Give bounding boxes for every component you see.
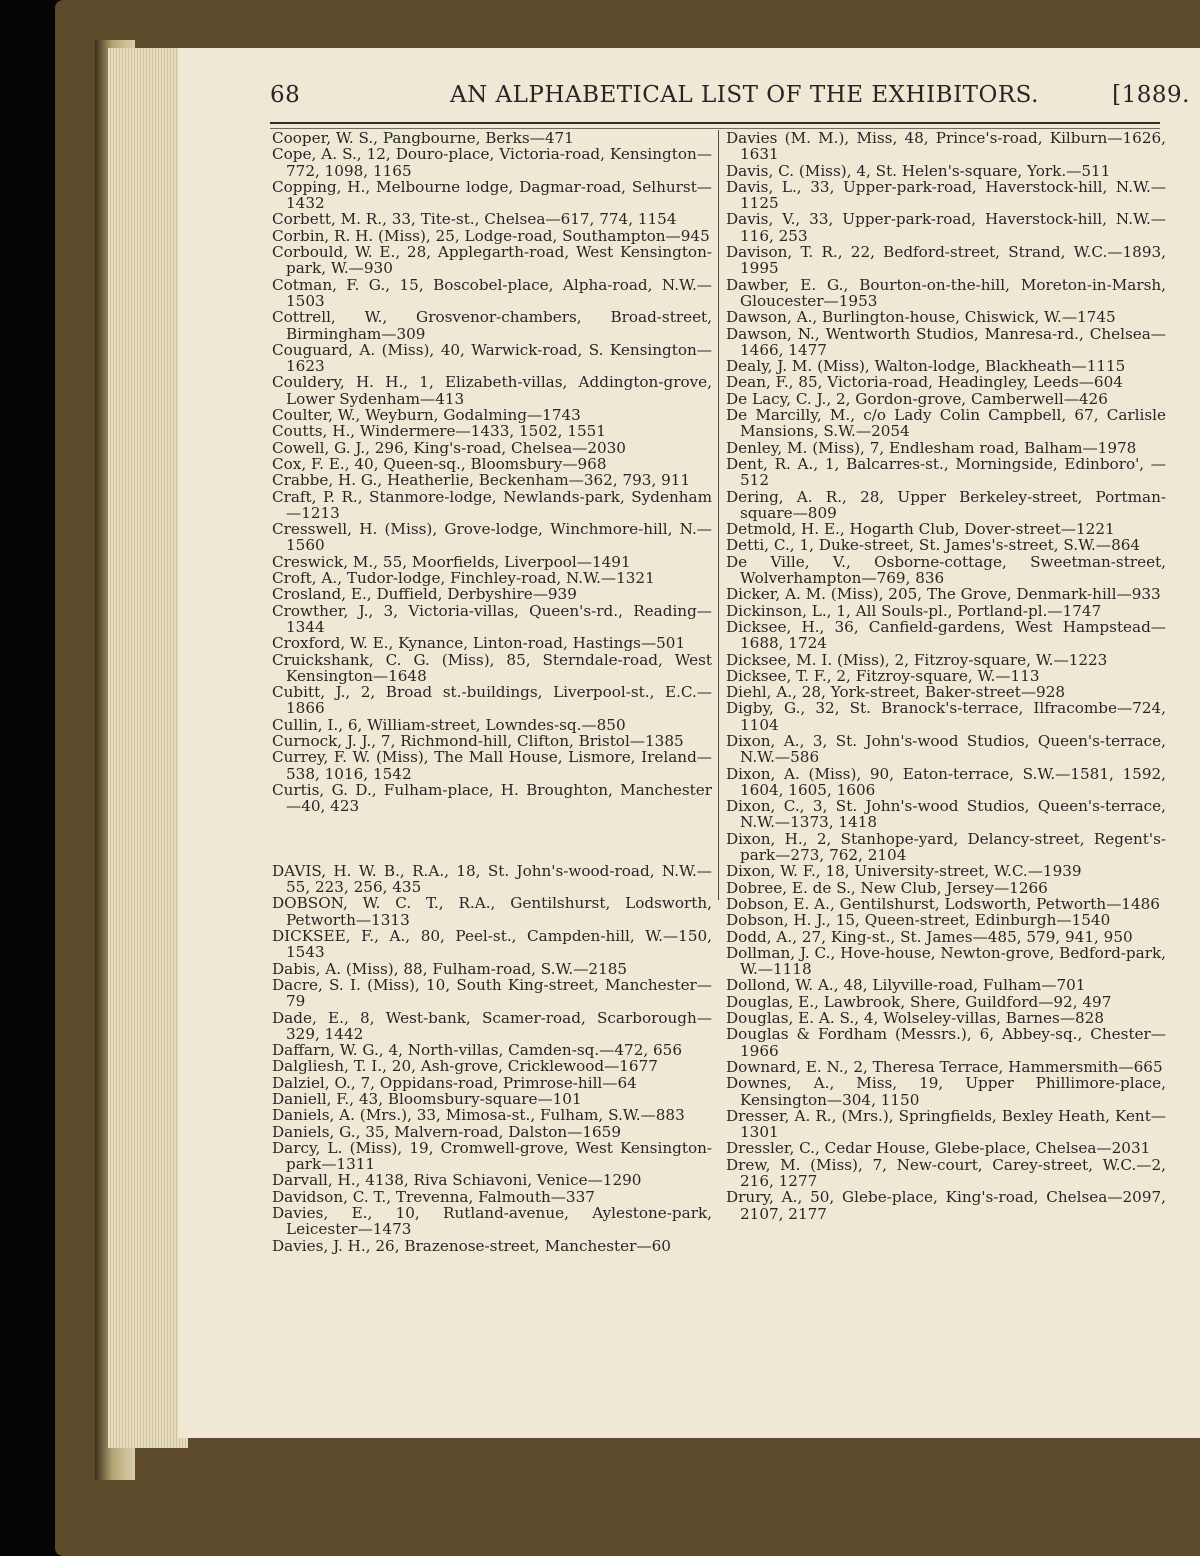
exhibitor-entry: Crowther, J., 3, Victoria-villas, Queen's-rd., Reading—1344 bbox=[272, 601, 712, 636]
right-column bbox=[726, 130, 1166, 1222]
exhibitor-entry: Crosland, E., Duffield, Derbyshire—939 bbox=[272, 585, 577, 604]
exhibitor-entry: DICKSEE, F., A., 80, Peel-st., Campden-hill, W.—150, 1543 bbox=[272, 927, 712, 962]
exhibitor-entry: Dollond, W. A., 48, Lilyville-road, Fulham—701 bbox=[726, 976, 1086, 995]
exhibitor-entry: Daniell, F., 43, Bloomsbury-square—101 bbox=[272, 1090, 582, 1108]
exhibitor-entry: Craft, P. R., Stanmore-lodge, Newlands-park, Sydenham—1213 bbox=[272, 487, 712, 522]
exhibitor-entry: Dickinson, L., 1, All Souls-pl., Portland-pl.—1747 bbox=[726, 601, 1102, 620]
exhibitor-entry: Crabbe, H. G., Heatherlie, Beckenham—362, 793, 911 bbox=[272, 471, 691, 490]
exhibitor-entry: Davidson, C. T., Trevenna, Falmouth—337 bbox=[272, 1187, 595, 1206]
header-rule bbox=[270, 122, 1160, 124]
exhibitor-entry: Dean, F., 85, Victoria-road, Headingley, Leeds—604 bbox=[726, 373, 1123, 392]
exhibitor-entry: De Ville, V., Osborne-cottage, Sweetman-street, Wolverhampton—769, 836 bbox=[726, 552, 1166, 588]
exhibitor-entry: Daniels, G., 35, Malvern-road, Dalston—1659 bbox=[272, 1122, 622, 1141]
exhibitor-entry: Croft, A., Tudor-lodge, Finchley-road, N.W.—1321 bbox=[272, 569, 655, 588]
exhibitor-entry: Currey, F. W. (Miss), The Mall House, Lismore, Ireland—538, 1016, 1542 bbox=[272, 748, 712, 783]
running-title: AN ALPHABETICAL LIST OF THE EXHIBITORS. bbox=[450, 82, 1039, 108]
exhibitor-entry: Dicksee, H., 36, Canfield-gardens, West Hampstead—1688, 1724 bbox=[726, 617, 1166, 653]
exhibitor-entry: Denley, M. (Miss), 7, Endlesham road, Balham—1978 bbox=[726, 438, 1137, 457]
exhibitor-entry: Cruickshank, C. G. (Miss), 85, Sterndale-road, West Kensington—1648 bbox=[272, 650, 712, 685]
page-edges bbox=[108, 48, 188, 1448]
exhibitor-entry: Dent, R. A., 1, Balcarres-st., Morningside, Edinboro', —512 bbox=[726, 454, 1166, 490]
exhibitor-entry: Douglas & Fordham (Messrs.), 6, Abbey-sq., Chester—1966 bbox=[726, 1025, 1166, 1060]
exhibitor-entry: Cotman, F. G., 15, Boscobel-place, Alpha-road, N.W.—1503 bbox=[272, 275, 712, 310]
exhibitor-entry: Coulter, W., Weyburn, Godalming—1743 bbox=[272, 406, 581, 425]
exhibitor-entry: Dixon, A., 3, St. John's-wood Studios, Queen's-terrace, N.W.—586 bbox=[726, 731, 1166, 767]
exhibitor-entry: Dawson, A., Burlington-house, Chiswick, W.—1745 bbox=[726, 308, 1116, 327]
exhibitor-entry: Detmold, H. E., Hogarth Club, Dover-street—1221 bbox=[726, 520, 1115, 539]
exhibitor-entry: Diehl, A., 28, York-street, Baker-street—928 bbox=[726, 683, 1066, 702]
exhibitor-entry: Davis, C. (Miss), 4, St. Helen's-square, York.—511 bbox=[726, 161, 1111, 180]
exhibitor-entry: Corbould, W. E., 28, Applegarth-road, West Kensington-park, W.—930 bbox=[272, 243, 712, 278]
exhibitor-entry: Couldery, H. H., 1, Elizabeth-villas, Addington-grove, Lower Sydenham—413 bbox=[272, 373, 712, 408]
exhibitor-entry: Davies (M. M.), Miss, 48, Prince's-road, Kilburn—1626, 1631 bbox=[726, 129, 1166, 164]
exhibitor-entry: Cubitt, J., 2, Broad st.-buildings, Liverpool-st., E.C.—1866 bbox=[272, 683, 712, 718]
exhibitor-entry: Davis, V., 33, Upper-park-road, Haverstock-hill, N.W.—116, 253 bbox=[726, 210, 1166, 245]
exhibitor-entry: Darvall, H., 4138, Riva Schiavoni, Venice—1290 bbox=[272, 1171, 642, 1190]
exhibitor-entry: Dresser, A. R., (Mrs.), Springfields, Bexley Heath, Kent—1301 bbox=[726, 1106, 1166, 1142]
exhibitor-entry: Cullin, I., 6, William-street, Lowndes-sq.—850 bbox=[272, 715, 626, 734]
exhibitor-entry: Corbett, M. R., 33, Tite-st., Chelsea—617, 774, 1154 bbox=[272, 210, 677, 229]
exhibitor-entry: Cottrell, W., Grosvenor-chambers, Broad-street, Birmingham—309 bbox=[272, 308, 712, 343]
exhibitor-entry: Dobson, E. A., Gentilshurst, Lodsworth, Petworth—1486 bbox=[726, 894, 1160, 913]
exhibitor-entry: Coutts, H., Windermere—1433, 1502, 1551 bbox=[272, 422, 606, 441]
exhibitor-entry: Cope, A. S., 12, Douro-place, Victoria-road, Kensington—772, 1098, 1165 bbox=[272, 145, 712, 180]
exhibitor-entry: Dodd, A., 27, King-st., St. James—485, 579, 941, 950 bbox=[726, 927, 1133, 946]
book-page bbox=[178, 48, 1200, 1438]
exhibitor-entry: Dixon, A. (Miss), 90, Eaton-terrace, S.W.—1581, 1592, 1604, 1605, 1606 bbox=[726, 764, 1166, 799]
exhibitor-entry: Downes, A., Miss, 19, Upper Phillimore-place, Kensington—304, 1150 bbox=[726, 1074, 1166, 1109]
exhibitor-entry: Dicksee, T. F., 2, Fitzroy-square, W.—113 bbox=[726, 666, 1040, 685]
exhibitor-entry: De Marcilly, M., c/o Lady Colin Campbell, 67, Carlisle Mansions, S.W.—2054 bbox=[726, 406, 1166, 441]
exhibitor-entry: Dixon, H., 2, Stanhope-yard, Delancy-street, Regent's-park—273, 762, 2104 bbox=[726, 829, 1166, 865]
exhibitor-entry: Corbin, R. H. (Miss), 25, Lodge-road, Southampton—945 bbox=[272, 226, 710, 245]
exhibitor-entry: Dawber, E. G., Bourton-on-the-hill, Moreton-in-Marsh, Gloucester—1953 bbox=[726, 275, 1166, 310]
exhibitor-entry: Darcy, L. (Miss), 19, Cromwell-grove, West Kensington-park—1311 bbox=[272, 1138, 712, 1174]
exhibitor-entry: Copping, H., Melbourne lodge, Dagmar-road, Selhurst—1432 bbox=[272, 177, 712, 213]
exhibitor-entry: Dabis, A. (Miss), 88, Fulham-road, S.W.—2185 bbox=[272, 959, 628, 978]
exhibitor-entry: Curtis, G. D., Fulham-place, H. Broughton, Manchester—40, 423 bbox=[272, 780, 712, 816]
exhibitor-entry: Croxford, W. E., Kynance, Linton-road, Hastings—501 bbox=[272, 634, 686, 653]
exhibitor-entry: Davies, J. H., 26, Brazenose-street, Manchester—60 bbox=[272, 1236, 671, 1255]
exhibitor-entry: Downard, E. N., 2, Theresa Terrace, Hammersmith—665 bbox=[726, 1057, 1163, 1076]
exhibitor-entry: DAVIS, H. W. B., R.A., 18, St. John's-wood-road, N.W.—55, 223, 256, 435 bbox=[272, 861, 712, 897]
exhibitor-entry: Cowell, G. J., 296, King's-road, Chelsea—2030 bbox=[272, 438, 626, 457]
exhibitor-entry: Davies, E., 10, Rutland-avenue, Aylestone-park, Leicester—1473 bbox=[272, 1204, 712, 1239]
exhibitor-entry: Dixon, C., 3, St. John's-wood Studios, Queen's-terrace, N.W.—1373, 1418 bbox=[726, 797, 1166, 832]
left-column bbox=[272, 130, 712, 1254]
exhibitor-entry: Dacre, S. I. (Miss), 10, South King-street, Manchester—79 bbox=[272, 975, 712, 1011]
exhibitor-entry: Dressler, C., Cedar House, Glebe-place, Chelsea—2031 bbox=[726, 1139, 1151, 1158]
exhibitor-entry: Douglas, E., Lawbrook, Shere, Guildford—92, 497 bbox=[726, 992, 1112, 1011]
exhibitor-entry: Dobson, H. J., 15, Queen-street, Edinburgh—1540 bbox=[726, 911, 1111, 930]
header-year: [1889. bbox=[1112, 82, 1190, 108]
exhibitor-entry: Curnock, J. J., 7, Richmond-hill, Clifton, Bristol—1385 bbox=[272, 731, 684, 750]
exhibitor-entry: Dalgliesh, T. I., 20, Ash-grove, Cricklewood—1677 bbox=[272, 1057, 658, 1076]
exhibitor-entry: Dering, A. R., 28, Upper Berkeley-street, Portman-square—809 bbox=[726, 487, 1166, 522]
exhibitor-entry: DOBSON, W. C. T., R.A., Gentilshurst, Lodsworth, Petworth—1313 bbox=[272, 894, 712, 929]
exhibitor-entry: Drew, M. (Miss), 7, New-court, Carey-street, W.C.—2, 216, 1277 bbox=[726, 1155, 1166, 1190]
exhibitor-entry: Daffarn, W. G., 4, North-villas, Camden-sq.—472, 656 bbox=[272, 1041, 683, 1060]
exhibitor-entry: Davis, L., 33, Upper-park-road, Haverstock-hill, N.W.—1125 bbox=[726, 177, 1166, 213]
exhibitor-entry: De Lacy, C. J., 2, Gordon-grove, Camberwell—426 bbox=[726, 389, 1108, 408]
page-header bbox=[270, 76, 1200, 120]
exhibitor-entry: Cooper, W. S., Pangbourne, Berks—471 bbox=[272, 129, 574, 147]
exhibitor-entry: Dicker, A. M. (Miss), 205, The Grove, Denmark-hill—933 bbox=[726, 585, 1161, 604]
exhibitor-entry: Cox, F. E., 40, Queen-sq., Bloomsbury—968 bbox=[272, 454, 607, 473]
exhibitor-entry: Dicksee, M. I. (Miss), 2, Fitzroy-square, W.—1223 bbox=[726, 650, 1108, 669]
column-divider bbox=[718, 130, 719, 900]
exhibitor-entry: Dalziel, O., 7, Oppidans-road, Primrose-hill—64 bbox=[272, 1073, 637, 1092]
exhibitor-entry: Dollman, J. C., Hove-house, Newton-grove, Bedford-park, W.—1118 bbox=[726, 943, 1166, 979]
exhibitor-entry: Dawson, N., Wentworth Studios, Manresa-rd., Chelsea—1466, 1477 bbox=[726, 324, 1166, 359]
exhibitor-entry: Dade, E., 8, West-bank, Scamer-road, Scarborough—329, 1442 bbox=[272, 1008, 712, 1043]
exhibitor-entry: Dobree, E. de S., New Club, Jersey—1266 bbox=[726, 878, 1048, 897]
exhibitor-entry: Daniels, A. (Mrs.), 33, Mimosa-st., Fulham, S.W.—883 bbox=[272, 1106, 685, 1125]
exhibitor-entry: Couguard, A. (Miss), 40, Warwick-road, S. Kensington—1623 bbox=[272, 340, 712, 376]
exhibitor-entry: Dealy, J. M. (Miss), Walton-lodge, Blackheath—1115 bbox=[726, 357, 1126, 376]
exhibitor-entry: Douglas, E. A. S., 4, Wolseley-villas, Barnes—828 bbox=[726, 1009, 1105, 1028]
page-number: 68 bbox=[270, 82, 301, 108]
exhibitor-entry: Cresswell, H. (Miss), Grove-lodge, Winchmore-hill, N.—1560 bbox=[272, 520, 712, 555]
exhibitor-entry: Davison, T. R., 22, Bedford-street, Strand, W.C.—1893, 1995 bbox=[726, 243, 1166, 278]
exhibitor-entry: Dixon, W. F., 18, University-street, W.C.—1939 bbox=[726, 862, 1082, 881]
exhibitor-entry: Drury, A., 50, Glebe-place, King's-road, Chelsea—2097, 2107, 2177 bbox=[726, 1188, 1166, 1223]
exhibitor-entry: Detti, C., 1, Duke-street, St. James's-street, S.W.—864 bbox=[726, 536, 1141, 555]
exhibitor-entry: Digby, G., 32, St. Branock's-terrace, Ilfracombe—724, 1104 bbox=[726, 699, 1166, 734]
section-gap bbox=[272, 830, 712, 848]
exhibitor-entry: Creswick, M., 55, Moorfields, Liverpool—1491 bbox=[272, 552, 631, 571]
